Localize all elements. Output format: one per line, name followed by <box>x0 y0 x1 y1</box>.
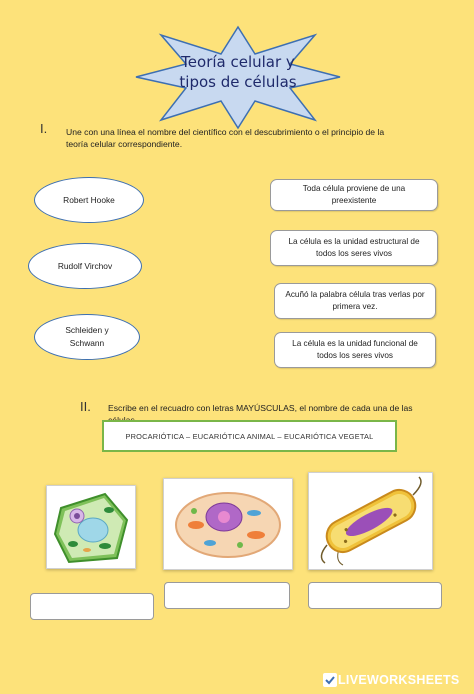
principle-label: La célula es la unidad estructural de todos los seres vivos <box>288 236 420 258</box>
animal-cell-image <box>164 479 292 569</box>
principle-box-3[interactable] <box>274 283 436 319</box>
principle-box-2[interactable] <box>270 230 438 266</box>
plant-cell-image-frame <box>46 485 136 569</box>
principle-label: Acuñó la palabra célula tras verlas por primera vez. <box>285 289 425 311</box>
scientist-oval-rudolf-virchov[interactable] <box>28 243 142 289</box>
principle-box-4[interactable] <box>274 332 436 368</box>
liveworksheets-logo[interactable] <box>322 672 460 688</box>
scientist-label: Rudolf Virchov <box>57 260 113 271</box>
scientist-oval-robert-hooke[interactable] <box>34 177 144 223</box>
answer-box-animal-cell[interactable] <box>164 582 290 609</box>
principle-label: La célula es la unidad funcional de todos los seres vivos <box>292 338 418 360</box>
scientist-label: Robert Hooke <box>63 194 115 205</box>
section-2-number: II. <box>80 399 91 414</box>
section-2-instruction: Escribe en el recuadro con letras MAYÚSCULAS, el nombre de cada una de las <box>108 403 413 413</box>
bacterium-image <box>309 473 432 569</box>
logo-text: LIVEWORKSHEETS <box>338 673 460 687</box>
answer-box-plant-cell[interactable] <box>30 593 154 620</box>
answer-box-bacterium[interactable] <box>308 582 442 609</box>
page-title <box>134 52 342 92</box>
animal-cell-image-frame <box>163 478 293 570</box>
liveworksheets-logo-icon <box>322 672 338 688</box>
bacterium-image-frame <box>308 472 433 570</box>
principle-label: Toda célula proviene de una preexistente <box>302 183 406 205</box>
scientist-label: Schleiden y Schwann <box>65 325 109 348</box>
plant-cell-image <box>47 486 135 568</box>
principle-box-1[interactable] <box>270 179 438 211</box>
title-line-2: tipos de células <box>179 73 297 91</box>
section-1-number: I. <box>40 121 48 136</box>
section-1-instruction: Une con una línea el nombre del científico con el descubrimiento o el principio de la teoría celular correspondiente. <box>66 127 385 149</box>
scientist-oval-schleiden-schwann[interactable] <box>34 314 140 360</box>
cell-types-label: PROCARIÓTICA – EUCARIÓTICA ANIMAL – EUCARIÓTICA VEGETAL <box>125 431 374 441</box>
title-line-1: Teoría celular y <box>181 53 295 71</box>
title-star <box>134 24 342 130</box>
cell-types-box <box>102 420 397 452</box>
